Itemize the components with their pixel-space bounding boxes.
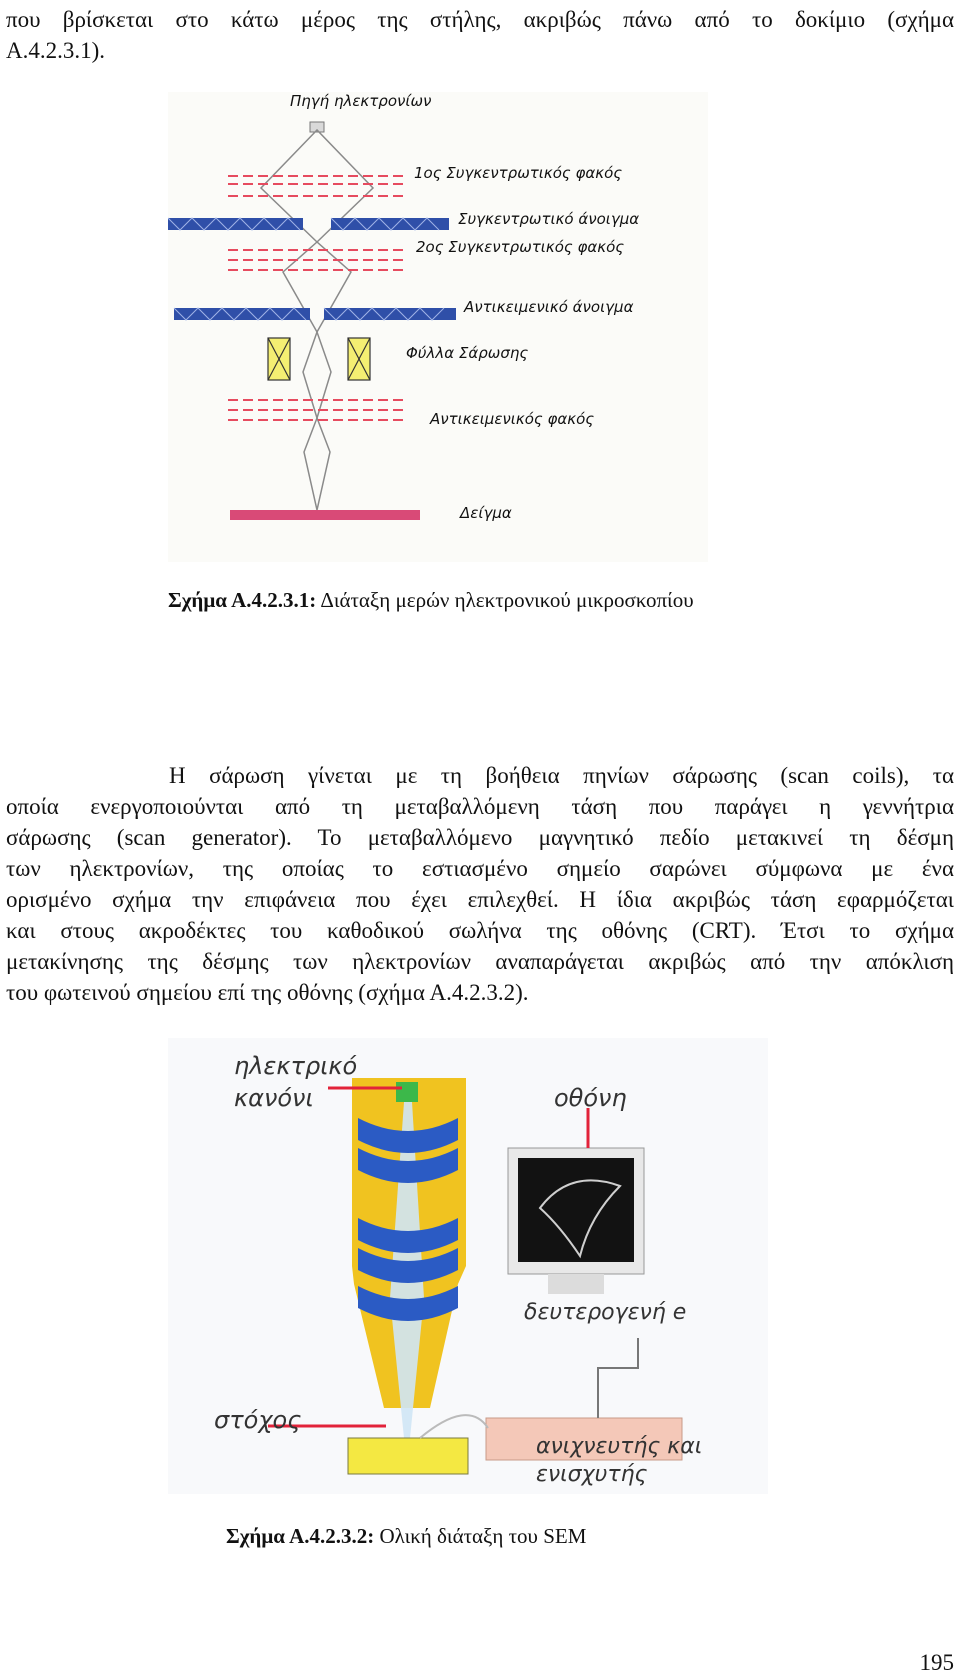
label-objective-aperture: Αντικειμενικό άνοιγμα (464, 298, 634, 316)
text-line: Α.4.2.3.1). (6, 38, 106, 63)
label-condenser-lens-1: 1ος Συγκεντρωτικός φακός (414, 164, 623, 182)
label-condenser-lens-2: 2ος Συγκεντρωτικός φακός (416, 238, 625, 256)
monitor-screen (518, 1158, 634, 1262)
condenser-lens-2-mark (228, 250, 408, 270)
target-mark (348, 1438, 468, 1474)
sample-mark (230, 510, 420, 520)
figure-2-caption-label: Σχήμα Α.4.2.3.2: (226, 1524, 375, 1548)
electron-gun-mark (396, 1082, 418, 1102)
secondary-electron-path (420, 1415, 488, 1438)
text-line: και στους ακροδέκτες του καθοδικού σωλήνα της οθόνης (CRT). Έτσι το σχήμα (6, 918, 954, 943)
label-objective-lens: Αντικειμενικός φακός (430, 410, 595, 428)
label-detector-2: ενισχυτής (536, 1462, 648, 1487)
figure-2-caption (226, 1524, 586, 1549)
label-sample: Δείγμα (460, 504, 512, 522)
label-screen: οθόνη (554, 1084, 627, 1112)
label-target: στόχος (214, 1406, 302, 1434)
paragraph-intro (6, 4, 954, 66)
label-electron-source: Πηγή ηλεκτρονίων (290, 92, 432, 110)
objective-aperture-mark (174, 308, 456, 320)
scan-coils-mark (268, 338, 370, 380)
figure-2-caption-text: Ολική διάταξη του SEM (374, 1524, 587, 1548)
text-line: οποία ενεργοποιούνται από τη μεταβαλλόμενη τάση που παράγει η γεννήτρια (6, 794, 954, 819)
condenser-aperture-mark (168, 218, 449, 230)
figure-microscope-column (168, 92, 708, 562)
label-electron-gun-2: κανόνι (234, 1084, 314, 1112)
figure-1-caption-text: Διάταξη μερών ηλεκτρονικού μικροσκοπίου (316, 588, 694, 612)
text-line: μετακίνησης της δέσμης των ηλεκτρονίων αναπαράγεται ακριβώς από την απόκλιση (6, 949, 954, 974)
figure-sem-overview (168, 1038, 768, 1494)
text-line: του φωτεινού σημείου επί της οθόνης (σχήμα Α.4.2.3.2). (6, 980, 529, 1005)
label-detector-1: ανιχνευτής και (536, 1434, 703, 1459)
text-line: σάρωσης (scan generator). Το μεταβαλλόμενο μαγνητικό πεδίο μετακινεί τη δέσμη (6, 825, 954, 850)
figure-1-caption (168, 588, 694, 613)
paragraph-scanning (6, 760, 954, 1008)
condenser-lens-1-mark (228, 176, 408, 196)
monitor-stand (548, 1274, 604, 1294)
text-line: ορισμένο σχήμα την επιφάνεια που έχει επιλεχθεί. Η ίδια ακριβώς τάση εφαρμόζεται (6, 887, 954, 912)
text-line: που βρίσκεται στο κάτω μέρος της στήλης, ακριβώς πάνω από το δοκίμιο (σχήμα (6, 7, 954, 32)
text-line: των ηλεκτρονίων, της οποίας το εστιασμένο σημείο σαρώνει σύμφωνα με ένα (6, 856, 954, 881)
column-diagram (168, 92, 708, 562)
label-scan-coils: Φύλλα Σάρωσης (406, 344, 529, 362)
page-number: 195 (919, 1650, 954, 1675)
label-electron-gun-1: ηλεκτρικό (234, 1052, 358, 1080)
label-secondary-electrons: δευτερογενή e (524, 1300, 687, 1325)
text-line: Η σάρωση γίνεται με τη βοήθεια πηνίων σάρωσης (scan coils), τα (169, 763, 954, 788)
signal-cable (598, 1338, 638, 1418)
label-condenser-aperture: Συγκεντρωτικό άνοιγμα (458, 210, 640, 228)
figure-1-caption-label: Σχήμα Α.4.2.3.1: (168, 588, 317, 612)
